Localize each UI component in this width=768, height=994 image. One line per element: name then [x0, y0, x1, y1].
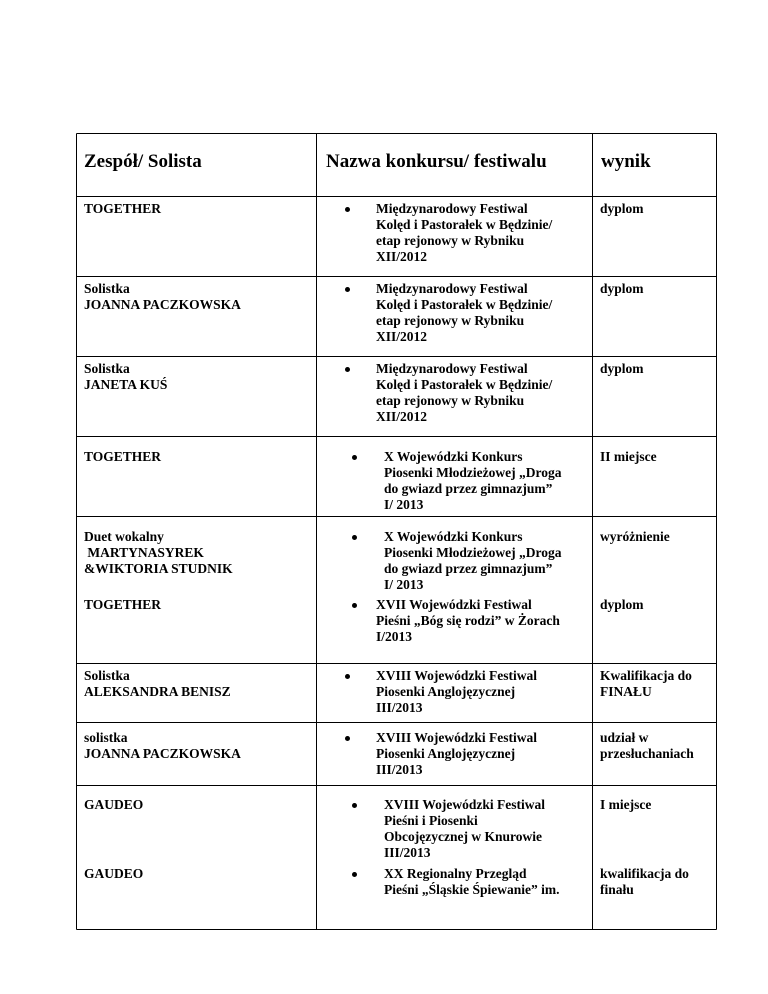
- header-competition: Nazwa konkursu/ festiwalu: [326, 151, 547, 172]
- result-line: II miejsce: [600, 449, 657, 464]
- competition-line: XVII Wojewódzki Festiwal: [376, 597, 532, 612]
- result-line: I miejsce: [600, 797, 652, 812]
- competition-line: XVIII Wojewódzki Festiwal: [384, 797, 546, 812]
- performer-line: Solistka: [84, 361, 130, 376]
- competition-line: X Wojewódzki Konkurs: [384, 449, 523, 464]
- result-line: Kwalifikacja do: [600, 668, 692, 683]
- competition-line: Piosenki Młodzieżowej „Droga: [384, 545, 562, 560]
- competition-line: Kolęd i Pastorałek w Będzinie/: [376, 377, 553, 392]
- bullet-icon: [352, 803, 357, 808]
- competition-line: Piosenki Młodzieżowej „Droga: [384, 465, 562, 480]
- performer-line: Duet wokalny: [84, 529, 164, 544]
- bullet-icon: [345, 367, 350, 372]
- result-line: FINAŁU: [600, 684, 652, 699]
- performer-line: GAUDEO: [84, 866, 144, 881]
- competition-line: Międzynarodowy Festiwal: [376, 361, 528, 376]
- competition-line: Piosenki Anglojęzycznej: [376, 746, 516, 761]
- competition-line: Międzynarodowy Festiwal: [376, 201, 528, 216]
- performer-line: solistka: [84, 730, 128, 745]
- competition-line: do gwiazd przez gimnazjum”: [384, 481, 553, 496]
- result-line: dyplom: [600, 201, 644, 216]
- bullet-icon: [352, 455, 357, 460]
- result-line: finału: [600, 882, 634, 897]
- competition-line: Piosenki Anglojęzycznej: [376, 684, 516, 699]
- result-line: dyplom: [600, 597, 644, 612]
- bullet-icon: [345, 736, 350, 741]
- performer-line: ALEKSANDRA BENISZ: [84, 684, 231, 699]
- performer-line: JOANNA PACZKOWSKA: [84, 297, 241, 312]
- performer-line: TOGETHER: [84, 597, 162, 612]
- competition-line: XII/2012: [376, 409, 428, 424]
- competition-line: Pieśni „Bóg się rodzi” w Żorach: [376, 613, 560, 628]
- performer-line: TOGETHER: [84, 449, 162, 464]
- competition-line: etap rejonowy w Rybniku: [376, 233, 525, 248]
- competition-line: III/2013: [376, 700, 423, 715]
- competition-line: XVIII Wojewódzki Festiwal: [376, 668, 538, 683]
- bullet-icon: [352, 603, 357, 608]
- competition-line: XII/2012: [376, 329, 428, 344]
- performer-line: TOGETHER: [84, 201, 162, 216]
- result-line: dyplom: [600, 281, 644, 296]
- competition-line: III/2013: [384, 845, 431, 860]
- result-line: dyplom: [600, 361, 644, 376]
- bullet-icon: [352, 872, 357, 877]
- competition-line: I/ 2013: [384, 497, 424, 512]
- performer-line: GAUDEO: [84, 797, 144, 812]
- competition-line: Pieśni i Piosenki: [384, 813, 478, 828]
- result-line: kwalifikacja do: [600, 866, 689, 881]
- performer-line: Solistka: [84, 281, 130, 296]
- competition-line: etap rejonowy w Rybniku: [376, 393, 525, 408]
- result-line: udział w: [600, 730, 649, 745]
- competition-line: X Wojewódzki Konkurs: [384, 529, 523, 544]
- competition-line: Obcojęzycznej w Knurowie: [384, 829, 542, 844]
- performer-line: &WIKTORIA STUDNIK: [84, 561, 233, 576]
- header-performer: Zespół/ Solista: [84, 151, 202, 172]
- performer-line: MARTYNASYREK: [84, 545, 204, 560]
- bullet-icon: [345, 674, 350, 679]
- performer-line: JOANNA PACZKOWSKA: [84, 746, 241, 761]
- result-line: wyróżnienie: [600, 529, 670, 544]
- header-result: wynik: [601, 151, 651, 172]
- bullet-icon: [345, 207, 350, 212]
- performer-line: JANETA KUŚ: [84, 377, 168, 392]
- competition-line: XX Regionalny Przegląd: [384, 866, 527, 881]
- competition-line: Pieśni „Śląskie Śpiewanie” im.: [384, 882, 560, 897]
- competition-line: Kolęd i Pastorałek w Będzinie/: [376, 217, 553, 232]
- performer-line: Solistka: [84, 668, 130, 683]
- competition-line: I/2013: [376, 629, 413, 644]
- competition-line: Kolęd i Pastorałek w Będzinie/: [376, 297, 553, 312]
- competition-line: do gwiazd przez gimnazjum”: [384, 561, 553, 576]
- result-line: przesłuchaniach: [600, 746, 694, 761]
- competition-line: Międzynarodowy Festiwal: [376, 281, 528, 296]
- competition-line: XVIII Wojewódzki Festiwal: [376, 730, 538, 745]
- competition-line: XII/2012: [376, 249, 428, 264]
- bullet-icon: [352, 535, 357, 540]
- bullet-icon: [345, 287, 350, 292]
- competition-line: I/ 2013: [384, 577, 424, 592]
- competition-line: etap rejonowy w Rybniku: [376, 313, 525, 328]
- competition-line: III/2013: [376, 762, 423, 777]
